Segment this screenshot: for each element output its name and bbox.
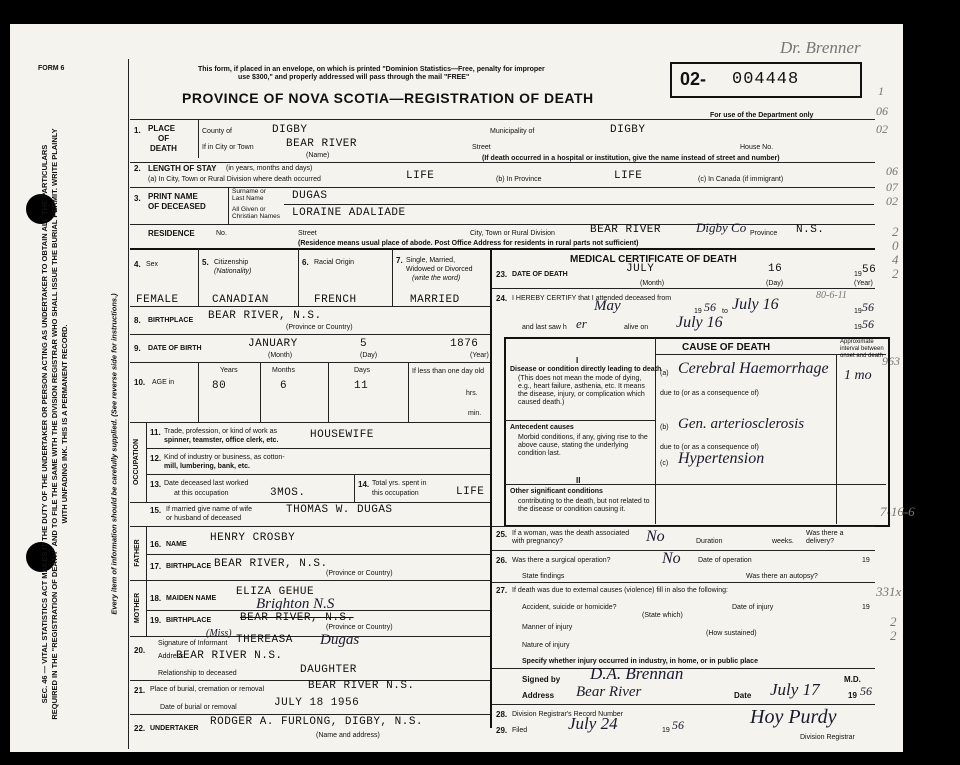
stay-city-value: LIFE (406, 170, 435, 182)
registrar-signature: Hoy Purdy (750, 706, 837, 728)
undertaker-value: RODGER A. FURLONG, DIGBY, N.S. (210, 716, 424, 728)
marital-value: MARRIED (410, 294, 460, 306)
birth-year: 1876 (450, 338, 479, 350)
death-month: JULY (626, 263, 655, 275)
postal-notice-line1: This form, if placed in an envelope, on which is printed "Dominion Statistics—Free, penalty for improper (198, 66, 545, 73)
surname-value: DUGAS (292, 190, 328, 202)
margin-code: 4 (892, 252, 899, 267)
residence-city-value: BEAR RIVER (590, 224, 662, 236)
residence-note: (Residence means usual place of abode. Post Office Address for residents in rural parts not sufficient) (298, 240, 639, 247)
citizenship-value: CANADIAN (212, 294, 269, 306)
cause-c-label: (c) (660, 460, 669, 467)
duration-label: Duration (696, 538, 723, 545)
residence-no-label: No. (216, 230, 227, 237)
day-sublabel: (Day) (766, 280, 784, 287)
margin-code: 331x (876, 584, 902, 599)
signed-date-year: 56 (860, 684, 872, 698)
citizenship-label: Citizenship (214, 259, 249, 266)
mother-maiden-label: MAIDEN NAME (166, 595, 217, 602)
item-number: 10. (134, 378, 146, 387)
side-instruction-2: Every item of information should be carefully supplied. (See reverse side for instructions.) (109, 293, 119, 615)
year-sublabel: (Year) (470, 352, 489, 359)
part-one-label: I (576, 356, 579, 365)
findings-label: State findings (522, 573, 565, 580)
item-number: 9. (134, 344, 141, 353)
rule (492, 526, 875, 527)
other-conditions-note: contributing to the death, but not related to the disease or condition causing it. (518, 498, 650, 513)
age-months: 6 (280, 380, 288, 392)
form-number: FORM 6 (38, 65, 65, 72)
autopsy-label: Was there an autopsy? (746, 573, 818, 580)
father-birthplace-label: BIRTHPLACE (166, 563, 212, 570)
registration-number-box (670, 62, 862, 98)
margin-code: 06 (886, 164, 898, 178)
age-months-label: Months (272, 367, 295, 374)
informant-signature: Dugas (320, 632, 360, 648)
disease-label: Disease or condition directly leading to death (510, 366, 662, 373)
sex-value: FEMALE (136, 294, 179, 306)
rule (146, 580, 147, 636)
rule (130, 306, 490, 307)
city-label: If in City or Town (202, 144, 254, 151)
weeks-label: weeks. (772, 538, 794, 545)
rule (492, 582, 875, 583)
how-sustained-label: (How sustained) (706, 630, 757, 637)
age-label: AGE in (152, 379, 175, 386)
rule (146, 422, 147, 502)
alive-on-label: alive on (624, 324, 649, 331)
father-side-label: FATHER (134, 539, 141, 567)
item-number: 19. (150, 616, 162, 625)
rule (492, 550, 875, 551)
occupation-label: spinner, teamster, office clerk, etc. (164, 437, 279, 444)
rule (146, 474, 490, 475)
antecedent-label: Antecedent causes (510, 424, 574, 431)
rule (130, 580, 490, 581)
injury-location-label: Specify whether injury occurred in industry, in home, or in public place (522, 658, 758, 665)
filed-year: 56 (672, 718, 684, 732)
rule (146, 610, 490, 611)
hospital-note: (If death occurred in a hospital or institution, give the name instead of street and number) (482, 155, 780, 162)
due-to-label: due to (or as a consequence of) (660, 444, 759, 451)
burial-date-label: Date of burial or removal (160, 704, 237, 711)
year-sublabel: (Year) (854, 280, 873, 287)
stay-province-label: (b) In Province (496, 176, 542, 183)
rule (130, 224, 875, 225)
burial-place-label: Place of burial, cremation or removal (150, 686, 264, 693)
item-number: 25. (496, 530, 508, 539)
filed-date: July 24 (568, 714, 618, 733)
registration-number: 004448 (732, 70, 800, 89)
surgery-value: No (662, 550, 681, 567)
item-number: 4. (134, 260, 141, 269)
county-value: DIGBY (272, 124, 308, 136)
rule (392, 249, 393, 306)
age-minutes-label: min. (468, 410, 482, 417)
year-prefix: 19 (848, 691, 857, 700)
item-number: 6. (302, 258, 309, 267)
rule (146, 526, 147, 580)
birthplace-label: BIRTHPLACE (148, 317, 194, 324)
length-of-stay-sublabel: (in years, months and days) (226, 165, 313, 172)
margin-code: 07 (886, 180, 898, 194)
interval-a-value: 1 mo (844, 368, 872, 383)
day-sublabel: (Day) (360, 352, 378, 359)
delivery-label: Was there a delivery? (806, 530, 844, 545)
age-years: 80 (212, 380, 227, 392)
to-label: to (722, 308, 728, 315)
physician-address-label: Address (522, 691, 555, 700)
mother-birthplace-handwritten: Brighton N.S (256, 596, 335, 612)
occupation-value: HOUSEWIFE (310, 429, 374, 441)
signed-by-label: Signed by (522, 675, 561, 684)
md-label: M.D. (844, 675, 861, 684)
given-names-label: All Given or Christian Names (232, 206, 281, 220)
death-registration-form (10, 24, 915, 752)
item-number: 14. (358, 480, 370, 489)
rule (198, 120, 199, 158)
municipality-value: DIGBY (610, 124, 646, 136)
item-number: 1. (134, 126, 141, 135)
pregnancy-label: If a woman, was the death associated with pregnancy? (512, 530, 630, 545)
item-number: 27. (496, 586, 508, 595)
nature-of-injury-label: Nature of injury (522, 642, 570, 649)
residence-province-value: N.S. (796, 224, 825, 236)
rule (198, 363, 199, 423)
rule (354, 474, 355, 502)
age-less-label: If less than one day old (412, 368, 484, 375)
burial-place-value: BEAR RIVER N.S. (308, 680, 415, 692)
year-prefix: 19 (862, 557, 870, 564)
item-number: 7. (396, 256, 403, 265)
rule (146, 448, 490, 449)
municipality-label: Municipality of (490, 128, 535, 135)
cause-of-death-title: CAUSE OF DEATH (682, 342, 771, 353)
item-number: 16. (150, 540, 162, 549)
informant-address-label: Address (158, 653, 184, 660)
death-year: 56 (862, 264, 877, 276)
rule (146, 554, 490, 555)
birth-day: 5 (360, 338, 368, 350)
margin-code: 0 (892, 238, 899, 253)
undertaker-label: UNDERTAKER (150, 725, 199, 732)
accident-label: Accident, suicide or homicide? (522, 604, 617, 611)
month-sublabel: (Month) (268, 352, 293, 359)
injury-date-label: Date of injury (732, 604, 774, 611)
residence-label: RESIDENCE (148, 229, 195, 238)
rule (130, 362, 490, 363)
department-use-note: For use of the Department only (710, 112, 814, 119)
racial-origin-value: FRENCH (314, 294, 357, 306)
father-name-label: NAME (166, 541, 187, 548)
marital-label: Widowed or Divorced (406, 266, 473, 273)
surname-label: Surname or Last Name (232, 188, 266, 202)
form-title: PROVINCE OF NOVA SCOTIA—REGISTRATION OF DEATH (182, 90, 594, 106)
rule (130, 119, 875, 120)
item-number: 18. (150, 594, 162, 603)
sex-label: Sex (146, 261, 159, 268)
physician-signature: D.A. Brennan (590, 664, 684, 683)
external-causes-label: If death was due to external causes (violence) fill in also the following: (512, 587, 728, 594)
last-worked-value: 3MOS. (270, 487, 306, 499)
side-instruction: SEC. 46 — VITAL STATISTICS ACT MAKES IT THE DUTY OF THE UNDERTAKER OR PERSON ACTING AS UNDERTAKER TO OBTAIN ALL THE PARTICULARS REQUIRED IN THE "REGISTRATION OF DEATH" AND TO FILE THE SAME WITH THE DIVISION REGISTRAR WHO SHALL ISSUE THE BURIAL PERMIT. WRITE PLAINLY WITH UNFADING INK. THIS IS A PERMANENT RECORD. (40, 128, 69, 720)
rule (408, 363, 409, 423)
attended-to-year: 56 (862, 300, 874, 314)
mother-birthplace-sublabel: (Province or Country) (326, 624, 393, 631)
birth-month: JANUARY (248, 338, 298, 350)
rule (505, 484, 886, 485)
spouse-value: THOMAS W. DUGAS (286, 504, 393, 516)
item-number: 24. (496, 294, 508, 303)
last-saw-label: and last saw h (522, 324, 567, 331)
attended-from-year: 56 (704, 300, 716, 314)
citizenship-sublabel: (Nationality) (214, 268, 252, 275)
racial-origin-label: Racial Origin (314, 259, 355, 266)
informant-title: (Miss) (206, 628, 232, 639)
margin-code: 02 (876, 122, 888, 136)
margin-code: 2 (892, 224, 899, 239)
total-years-label: this occupation (372, 490, 419, 497)
margin-code: 2 (890, 628, 897, 643)
year-prefix: 19 (662, 727, 670, 734)
cause-b-value: Gen. arteriosclerosis (678, 416, 805, 432)
city-value: BEAR RIVER (286, 138, 358, 150)
place-of-death-label: OF (158, 134, 170, 143)
rule (505, 420, 655, 421)
year-prefix: 19 (854, 271, 862, 278)
last-saw-pronoun: er (576, 316, 587, 331)
attended-to: July 16 (732, 296, 779, 313)
marital-label: Single, Married, (406, 257, 456, 264)
signed-date-label: Date (734, 691, 752, 700)
antecedent-note: Morbid conditions, if any, giving rise to the above cause, stating the underlying condition last. (518, 434, 648, 457)
print-name-label: PRINT NAME (148, 192, 198, 201)
cause-a-value: Cerebral Haemorrhage (678, 360, 829, 377)
left-margin-rule (128, 59, 129, 749)
mother-side-label: MOTHER (134, 592, 141, 624)
rule (228, 188, 229, 224)
birthplace-value: BEAR RIVER, N.S. (208, 310, 322, 322)
last-worked-label: at this occupation (174, 490, 229, 497)
item-number: 22. (134, 724, 146, 733)
rule (130, 334, 490, 335)
rule (130, 502, 490, 503)
industry-label: Kind of industry or business, as cotton- (164, 454, 285, 461)
margin-code: 06 (876, 104, 888, 118)
other-conditions-label: Other significant conditions (510, 488, 603, 495)
rule (492, 668, 875, 669)
margin-code: 2 (892, 266, 899, 281)
item-number: 8. (134, 316, 141, 325)
spouse-label: If married give name of wife (166, 506, 252, 513)
cause-b-label: (b) (660, 424, 669, 431)
postal-notice-line2: use $300," and properly addressed will pass through the mail "FREE" (238, 74, 470, 81)
item-number: 28. (496, 710, 508, 719)
manner-of-injury-label: Manner of injury (522, 624, 573, 631)
cause-c-value: Hypertension (678, 450, 765, 467)
length-of-stay-label: LENGTH OF STAY (148, 164, 217, 173)
year-prefix: 19 (854, 324, 862, 331)
father-name-value: HENRY CROSBY (210, 532, 296, 544)
filed-label: Filed (512, 727, 528, 734)
spouse-label: or husband of deceased (166, 515, 242, 522)
attendance-label: I HEREBY CERTIFY that I attended deceased from (512, 295, 672, 302)
margin-code: 2 (890, 614, 897, 629)
mother-birthplace-value: BEAR RIVER, N.S. (240, 612, 354, 624)
item-number: 29. (496, 726, 508, 735)
top-handwritten-name: Dr. Brenner (780, 38, 861, 57)
item-number: 15. (150, 506, 162, 515)
house-number-label: House No. (740, 144, 774, 151)
last-worked-label: Date deceased last worked (164, 480, 249, 487)
age-hours-label: hrs. (466, 390, 478, 397)
surgery-label: Was there a surgical operation? (512, 557, 611, 564)
rule (260, 363, 261, 423)
relationship-value: DAUGHTER (300, 664, 357, 676)
rule (284, 204, 874, 205)
residence-province-label: Province (750, 230, 778, 237)
death-day: 16 (768, 263, 783, 275)
informant-name: THEREASA (236, 634, 293, 646)
margin-code: 7-16-6 (880, 504, 915, 519)
item-number: 3. (134, 194, 141, 203)
marital-label: (write the word) (412, 275, 461, 282)
place-of-death-label: DEATH (150, 144, 177, 153)
rule (198, 249, 199, 306)
last-saw-year: 56 (862, 317, 874, 331)
street-label: Street (472, 144, 491, 151)
occupation-label: Trade, profession, or kind of work as (164, 428, 277, 435)
item-number: 12. (150, 454, 162, 463)
stay-canada-label: (c) In Canada (if immigrant) (698, 176, 784, 183)
residence-city-label: City, Town or Rural Division (470, 230, 555, 237)
residence-county-handwritten: Digby Co (696, 220, 747, 235)
total-years-label: Total yrs. spent in (372, 480, 427, 487)
name-sublabel: (Name) (306, 152, 330, 159)
item-number: 11. (150, 428, 161, 437)
father-birthplace-value: BEAR RIVER, N.S. (214, 558, 328, 570)
age-years-label: Years (220, 367, 238, 374)
margin-scribble: 80-6-11 (816, 290, 847, 301)
total-years-value: LIFE (456, 486, 485, 498)
item-number: 20. (134, 646, 146, 655)
county-label: County of (202, 128, 232, 135)
age-days: 11 (354, 380, 369, 392)
margin-code: 1 (878, 84, 884, 98)
rule (130, 714, 490, 715)
medical-certificate-title: MEDICAL CERTIFICATE OF DEATH (570, 254, 737, 265)
given-names-value: LORAINE ADALIADE (292, 207, 406, 219)
physician-address-value: Bear River (576, 684, 642, 700)
mother-birthplace-label: BIRTHPLACE (166, 617, 212, 624)
rule (492, 288, 875, 289)
disease-note: (This does not mean the mode of dying, e.g., heart failure, asthenia, etc. It means the disease, injury, or complication which caused death.) (518, 375, 645, 406)
year-prefix: 19 (854, 308, 862, 315)
item-number: 26. (496, 556, 508, 565)
date-of-death-label: DATE OF DEATH (512, 271, 568, 278)
cause-a-label: (a) (660, 370, 669, 377)
rule (130, 422, 490, 423)
burial-date-value: JULY 18 1956 (274, 697, 360, 709)
item-number: 5. (202, 258, 209, 267)
part-two-label: II (576, 476, 581, 485)
registrar-record-label: Division Registrar's Record Number (512, 711, 624, 718)
date-of-birth-label: DATE OF BIRTH (148, 345, 202, 352)
registration-prefix: 02- (680, 69, 707, 89)
stay-province-value: LIFE (614, 170, 643, 182)
item-number: 17. (150, 562, 162, 571)
item-number: 21. (134, 686, 146, 695)
state-which-label: (State which) (642, 612, 683, 619)
residence-street-label: Street (298, 230, 317, 237)
rule (130, 526, 490, 527)
division-registrar-label: Division Registrar (800, 734, 855, 741)
age-days-label: Days (354, 367, 370, 374)
print-name-label: OF DECEASED (148, 202, 206, 211)
informant-label: Signature of Informant (158, 640, 228, 647)
column-divider (490, 248, 492, 728)
stay-city-label: (a) In City, Town or Rural Division where death occurred (148, 176, 321, 183)
mother-maiden-value: ELIZA GEHUE (236, 586, 315, 598)
birthplace-sublabel: (Province or Country) (286, 324, 353, 331)
undertaker-sublabel: (Name and address) (316, 732, 380, 739)
item-number: 13. (150, 480, 162, 489)
signed-date-value: July 17 (770, 680, 820, 699)
relationship-label: Relationship to deceased (158, 670, 237, 677)
place-of-death-label: PLACE (148, 124, 176, 133)
rule (328, 363, 329, 423)
informant-address-value: BEAR RIVER N.S. (176, 650, 283, 662)
father-birthplace-sublabel: (Province or Country) (326, 570, 393, 577)
occupation-side-label: OCCUPATION (133, 438, 140, 486)
year-prefix: 19 (694, 308, 702, 315)
rule (836, 354, 837, 524)
interval-label: Approximate interval between onset and death (840, 339, 884, 359)
due-to-label: due to (or as a consequence of) (660, 390, 759, 397)
operation-date-label: Date of operation (698, 557, 752, 564)
month-sublabel: (Month) (640, 280, 665, 287)
rule (492, 704, 875, 705)
pregnancy-value: No (646, 528, 665, 545)
year-prefix: 19 (862, 604, 870, 611)
rule (130, 248, 875, 250)
attended-from: May (594, 298, 621, 314)
margin-code: 963 (882, 354, 900, 368)
rule (130, 162, 875, 163)
item-number: 2. (134, 164, 141, 173)
industry-label: mill, lumbering, bank, etc. (164, 463, 250, 470)
rule (298, 249, 299, 306)
rule (130, 636, 490, 637)
last-saw-date: July 16 (676, 314, 723, 331)
item-number: 23. (496, 270, 508, 279)
margin-code: 02 (886, 194, 898, 208)
